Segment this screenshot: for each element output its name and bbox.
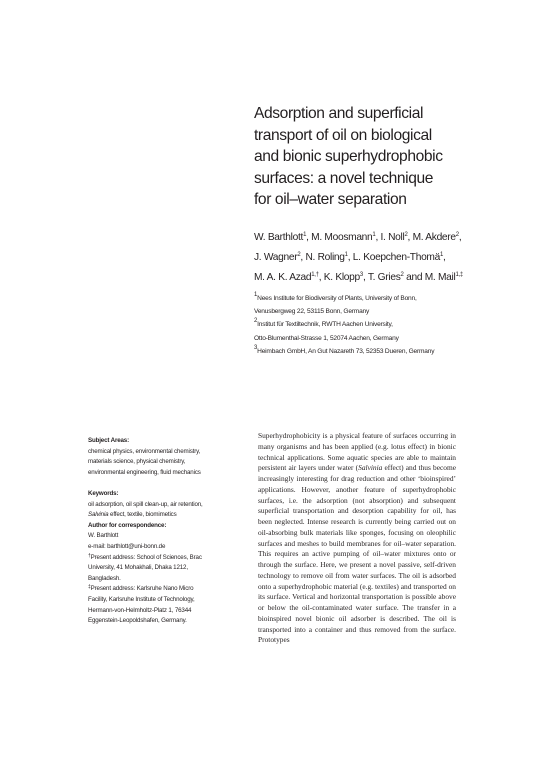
abstract-italic: Salvinia [358,463,383,473]
title-line: and bionic superhydrophobic [254,148,443,165]
affiliation-mark: 3 [254,344,258,351]
subject-areas-line: materials science, physical chemistry, [88,458,186,466]
affiliation-mark: 2 [455,232,459,238]
author-name: W. Barthlott [254,232,304,243]
author-line [254,248,524,268]
title-line: for oil–water separation [254,191,407,208]
article-sidebar [88,436,248,627]
affiliation-mark: 1 [254,292,258,298]
affiliation-mark: 2 [404,232,408,238]
affiliation-text: Nees Institute for Biodiversity of Plants, University of Bonn, [257,295,417,302]
author-list [254,228,524,288]
affiliation-mark: 2 [400,272,404,278]
affiliation-1 [254,292,524,318]
affiliation-mark: 1 [440,252,444,258]
keyword-italic: Salvinia [88,511,109,519]
spacer [88,478,248,489]
present-address-line: Bangladesh. [88,574,121,582]
subject-areas-heading: Subject Areas: [88,437,129,444]
affiliation-text: Institut für Textiltechnik, RWTH Aachen University, [257,321,393,329]
affiliation-mark: 1 [372,232,376,238]
present-address-text: Present address: School of Sciences, Brac [90,553,202,561]
present-address-line: Facility, Karlsruhe Institute of Technology, [88,595,195,603]
author-line [254,228,524,248]
affiliation-line [254,345,524,358]
present-address-2 [88,584,248,595]
footnote-mark: ‡ [88,584,91,591]
present-address-line: Eggenstein-Leopoldshafen, Germany. [88,617,187,625]
affiliation-mark: 1 [303,232,307,238]
abstract-text: effect) and thus become increasingly interesting for drag reduction and other ‘bioinspired’ applications. However, another feature of superhydrophobic surfaces, i.e. the adsorption (not absorption) and subsequent superficial transportation and desorption capability for oil, has been neglected. Intense research is currently being carried out on oil-absorbing bulk materials like sponges, focusing on oleophilic surfaces and meshes to build membranes for oil–water separation. This requires an active pumping of oil–water mixtures onto or through the surface. Here, we present a novel passive, self-driven technology to remove oil from water surfaces. The oil is adsorbed onto a superhydrophobic material (e.g. textiles) and transported on its surface. Vertical and horizontal transportation is possible above or below the oil-contaminated water surface. The transfer in a bioinspired novel bionic oil adsorber is described. The oil is transported into a container and thus removed from the surface. Prototypes [258,463,456,645]
title-line: transport of oil on biological [254,126,432,144]
keywords-line: oil adsorption, oil spill clean-up, air retention, [88,500,203,508]
affiliation-list [254,292,524,358]
keyword-text: effect, textile, biomimetics [108,511,177,519]
affiliation-mark: 3 [359,272,363,278]
present-address-1 [88,553,248,564]
footnote-mark: † [88,552,91,559]
author-name: , M. Akdere [407,232,456,243]
author-name: , L. Koepchen-Thomä [347,252,440,263]
author-separator: , [443,252,446,263]
affiliation-line: Otto-Blumenthal-Strasse 1, 52074 Aachen, Germany [254,334,399,342]
affiliation-3 [254,345,524,358]
correspondence-heading: Author for correspondence: [88,521,167,529]
author-name: , I. Noll [375,232,405,243]
affiliation-mark: 2 [254,318,258,325]
author-name: , M. Moosmann [306,232,373,243]
affiliation-mark: 2 [297,252,301,258]
affiliation-2 [254,318,524,344]
author-separator: , [458,232,462,243]
author-name: , K. Klopp [318,272,360,283]
correspondence-email[interactable]: e-mail: barthlott@uni-bonn.de [88,542,166,550]
affiliation-mark: 1,‡ [455,272,463,278]
affiliation-mark: 1 [344,252,348,258]
article-title [254,103,514,211]
correspondence-name: W. Barthlott [88,532,119,540]
abstract [258,431,456,646]
present-address-text: Present address: Karlsruhe Nano Micro [90,585,194,593]
affiliation-mark: 1,† [311,272,319,278]
subject-areas-line: environmental engineering, fluid mechanics [88,468,201,476]
affiliation-line: Venusbergweg 22, 53115 Bonn, Germany [254,308,370,316]
author-name: , N. Roling [300,252,345,263]
present-address-line: Hermann-von-Helmholtz-Platz 1, 76344 [88,606,192,614]
affiliation-text: Heimbach GmbH, An Gut Nazareth 73, 52353 Dueren, Germany [257,347,435,355]
title-line: Adsorption and superficial [254,105,424,122]
author-name: and M. Mail [403,272,456,283]
affiliation-line [254,292,524,305]
subject-areas-line: chemical physics, environmental chemistry, [88,447,201,455]
keywords-heading: Keywords: [88,489,119,497]
abstract-text: Superhydrophobicity is a physical feature of surfaces occurring in many organisms and has been applied (e.g. lotus effect) in bionic technical applications. Some aquatic species are able to maintain persistent air layers under water ( [258,431,456,473]
author-line [254,268,524,288]
affiliation-line [254,318,524,331]
author-name: J. Wagner [254,252,298,263]
present-address-line: University, 41 Mohakhali, Dhaka 1212, [88,564,188,572]
keywords-line [88,510,248,521]
author-name: , T. Gries [362,272,401,283]
author-name: M. A. K. Azad [254,272,312,283]
title-line: surfaces: a novel technique [254,169,434,187]
